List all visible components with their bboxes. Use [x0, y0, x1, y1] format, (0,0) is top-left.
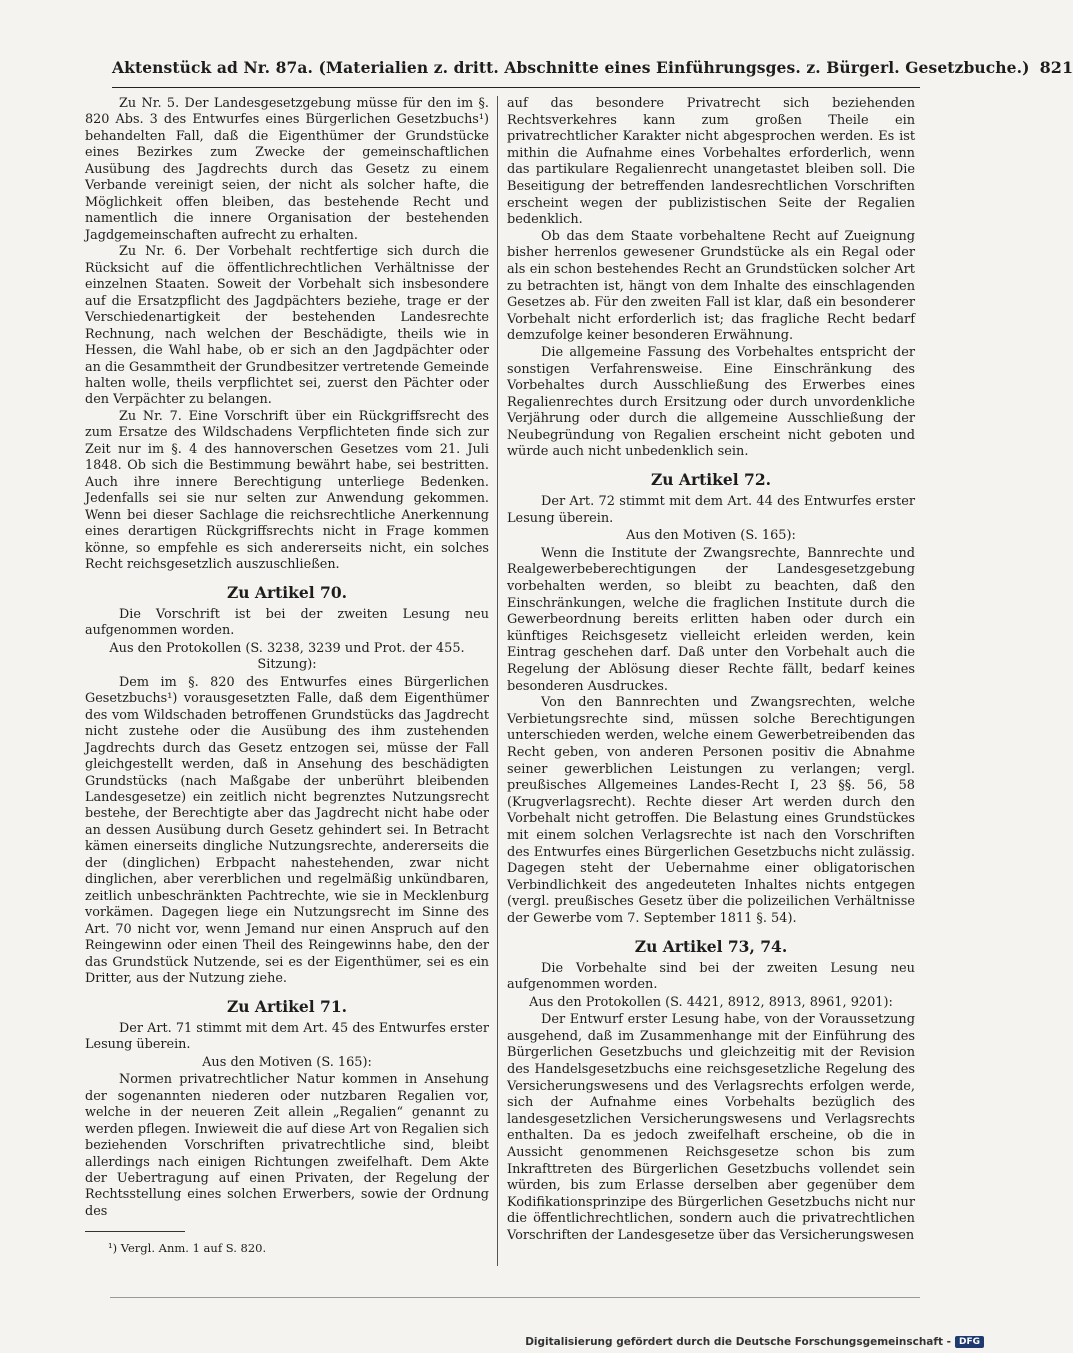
footnote: ¹) Vergl. Anm. 1 auf S. 820.: [108, 1241, 267, 1255]
paragraph-a72-bannrechte: Von den Bannrechten und Zwangsrechten, welche Verbietungsrechte sind, müssen solche Berechtigungen unterschieden werden, welche einem Gewerbetreibenden das Recht geben, von anderen Personen positiv die Abnahme seiner gewerblichen Leistungen zu verlangen; vergl. preußisches Allgemeines Landes-Recht I, 23 §§. 56, 58 (Krugverlagsrecht). Rechte dieser Art werden durch den Vorbehalt nicht getroffen. Die Belastung eines Grundstückes mit einem solchen Verlagsrechte ist nach den Vorschriften des Entwurfes eines Bürgerlichen Gesetzbuchs nicht zulässig. Dagegen steht der Uebernahme einer obligatorischen Verbindlichkeit des angedeuteten Inhaltes nichts entgegen (vergl. preußisches Gesetz über die polizeilichen Verhältnisse der Gewerbe vom 7. September 1811 §. 54).: [507, 695, 915, 926]
paragraph-a7374-intro: Die Vorbehalte sind bei der zweiten Lesung neu aufgenommen worden.: [507, 960, 915, 993]
left-column: [85, 96, 489, 1220]
source-a7374-protokolle: Aus den Protokollen (S. 4421, 8912, 8913, 8961, 9201):: [529, 994, 893, 1010]
heading-artikel-70: Zu Artikel 70.: [226, 582, 348, 602]
page-number: 821: [1039, 58, 1073, 77]
column-divider: [497, 96, 498, 1266]
digitization-credit: [525, 1336, 984, 1348]
paragraph-a7374-body: Der Entwurf erster Lesung habe, von der Voraussetzung ausgehend, daß im Zusammenhange mit der Einführung des Bürgerlichen Gesetzbuchs und gleichzeitig mit der Revision des Handelsgesetzbuchs eine reichsgesetzliche Regelung des Versicherungswesens und des Verlagsrechts erfolgen werde, sich der Aufnahme eines Vorbehalts bezüglich des landesgesetzlichen Versicherungswesens und Verlagsrechts enthalten. Da es jedoch zweifelhaft erscheine, ob die in Aussicht genommenen Reichsgesetze schon bis zum Inkrafttreten des Bürgerlichen Gesetzbuchs vollendet sein würden, bis zum Erlasse derselben aber gegenüber dem Kodifikationsprinzipe des Bürgerlichen Gesetzbuchs nicht nur die öffentlichrechtlichen, sondern auch die privatrechtlichen Vorschriften der Landesgesetze über das Versicherungswesen: [507, 1012, 915, 1243]
bottom-rule: [110, 1297, 920, 1298]
paragraph-a71-zueignung: Ob das dem Staate vorbehaltene Recht auf Zueignung bisher herrenlos gewesener Grundstücke als ein Regal oder als ein schon bestehendes Recht an Grundstücken solcher Art zu betrachten ist, hängt von dem Inhalte des einschlagenden Gesetzes ab. Für den zweiten Fall ist klar, daß ein besonderer Vorbehalt nicht erforderlich ist; das fragliche Recht bedarf demzufolge keiner besonderen Erwähnung.: [507, 228, 915, 344]
header-rule: [112, 87, 920, 88]
paragraph-a72-intro: Der Art. 72 stimmt mit dem Art. 44 des Entwurfes erster Lesung überein.: [507, 494, 915, 526]
heading-artikel-71: Zu Artikel 71.: [226, 996, 348, 1016]
paragraph-a71-continued: auf das besondere Privatrecht sich beziehenden Rechtsverkehres kann zum großen Theile ein privatrechtlicher Karakter nicht abgesprochen werden. Es ist mithin die Aufnahme eines Vorbehaltes erforderlich, wenn das partikulare Regalienrecht unangetastet bleiben soll. Die Beseitigung der betreffenden landesrechtlichen Vorschriften erscheint wegen der publizistischen Seite der Regalien bedenklich.: [507, 96, 915, 228]
heading-artikel-73-74: Zu Artikel 73, 74.: [634, 936, 788, 956]
paragraph-a70-intro: Die Vorschrift ist bei der zweiten Lesung neu aufgenommen worden.: [85, 606, 489, 639]
paragraph-nr5: Zu Nr. 5. Der Landesgesetzgebung müsse für den im §. 820 Abs. 3 des Entwurfes eines Bürgerlichen Gesetzbuchs¹) behandelten Fall, daß die Eigenthümer der Grundstücke eines Bezirkes zum Zwecke der gemeinschaftlichen Ausübung des Jagdrechts durch das Gesetz zu einem Verbande vereinigt seien, der nicht als solcher hafte, die Möglichkeit offen bleiben, das bestehende Recht und namentlich die innere Organisation der bestehenden Jagdgemeinschaften aufrecht zu erhalten.: [85, 96, 489, 243]
dfg-logo: DFG: [955, 1336, 984, 1348]
paragraph-a72-body: Wenn die Institute der Zwangsrechte, Bannrechte und Realgewerbeberechtigungen der Landesgesetzgebung vorbehalten werden, so bleibt zu beachten, daß den Einschränkungen, welche die fraglichen Institute durch die Gewerbeordnung bereits erlitten haben oder durch ein künftiges Reichsgesetz vielleicht erleiden werden, kein Eintrag geschehen darf. Daß unter den Vorbehalt auch die Regelung der Ablösung dieser Rechte fällt, bedarf keines besonderen Ausdruckes.: [507, 545, 915, 694]
paragraph-a70-body: Dem im §. 820 des Entwurfes eines Bürgerlichen Gesetzbuchs¹) vorausgesetzten Falle, daß dem Eigenthümer des vom Wildschaden betroffenen Grundstücks das Jagdrecht nicht zustehe oder die Ausübung des ihm zustehenden Jagdrechts durch das Gesetz entzogen sei, müsse der Fall gleichgestellt werden, daß in Ansehung des beschädigten Grundstücks (nach Maßgabe der unberührt bleibenden Landesgesetze) ein zeitlich nicht begrenztes Nutzungsrecht bestehe, der Berechtigte aber das Jagdrecht nicht habe oder an dessen Ausübung durch Gesetz gehindert sei. In Betracht kämen einerseits dingliche Nutzungsrechte, andererseits die der (dinglichen) Erbpacht nahestehenden, zwar nicht dinglichen, aber vererblichen und regelmäßig unkündbaren, zeitlich unbeschränkten Pachtrechte, wie sie in Mecklenburg vorkämen. Dagegen liege ein Nutzungsrecht im Sinne des Art. 70 nicht vor, wenn Jemand nur einen Anspruch auf den Reingewinn oder einen Theil des Reingewinns habe, den der das Grundstück Nutzende, sei es der Eigenthümer, sei es ein Dritter, aus der Nutzung ziehe.: [85, 674, 489, 987]
source-a71-motive: Aus den Motiven (S. 165):: [202, 1054, 372, 1070]
source-a70-protokolle: Aus den Protokollen (S. 3238, 3239 und Prot. der 455. Sitzung):: [109, 640, 465, 673]
running-header: [112, 58, 1073, 86]
heading-artikel-72: Zu Artikel 72.: [650, 470, 772, 490]
paragraph-a71-intro: Der Art. 71 stimmt mit dem Art. 45 des Entwurfes erster Lesung überein.: [85, 1020, 489, 1053]
right-column: [507, 96, 915, 1245]
source-a72-motive: Aus den Motiven (S. 165):: [626, 528, 796, 544]
credit-text: Digitalisierung gefördert durch die Deutsche Forschungsgemeinschaft -: [525, 1336, 951, 1348]
paragraph-a71-body: Normen privatrechtlicher Natur kommen in Ansehung der sogenannten niederen oder nutzbaren Regalien vor, welche in der neueren Zeit allein „Regalien“ genannt zu werden pflegen. Inwieweit die auf diese Art von Regalien sich beziehenden Vorschriften privatrechtliche sind, bleibt allerdings nach einigen Richtungen zweifelhaft. Dem Akte der Uebertragung auf einen Privaten, der Regelung der Rechtsstellung eines solchen Erwerbers, sowie der Ordnung des: [85, 1072, 489, 1219]
header-title: Aktenstück ad Nr. 87a. (Materialien z. dritt. Abschnitte eines Einführungsges. z. Bürgerl. Gesetzbuche.): [112, 58, 1030, 77]
paragraph-nr6: Zu Nr. 6. Der Vorbehalt rechtfertige sich durch die Rücksicht auf die öffentlichrechtlichen Verhältnisse der einzelnen Staaten. Soweit der Vorbehalt sich insbesondere auf die Ersatzpflicht des Jagdpächters beziehe, trage er der Verschiedenartigkeit der bestehenden Landesrechte Rechnung, nach welchen der Beschädigte, theils wie in Hessen, die Wahl habe, ob er sich an den Jagdpächter oder an die Gesammtheit der Grundbesitzer vertretende Gemeinde halten wolle, theils verpflichtet sei, zuerst den Pächter oder den Verpächter zu belangen.: [85, 244, 489, 408]
footnote-rule: [85, 1231, 185, 1232]
paragraph-a71-fassung: Die allgemeine Fassung des Vorbehaltes entspricht der sonstigen Verfahrensweise. Eine Einschränkung des Vorbehaltes durch Ausschließung des Erwerbes eines Regalienrechtes durch Ersitzung oder durch unvordenkliche Verjährung oder durch die allgemeine Ausschließung der Neubegründung von Regalien erscheint nicht geboten und würde auch nicht unbedenklich sein.: [507, 344, 915, 460]
paragraph-nr7: Zu Nr. 7. Eine Vorschrift über ein Rückgriffsrecht des zum Ersatze des Wildschadens Verpflichteten finde sich zur Zeit nur im §. 4 des hannoverschen Gesetzes vom 21. Juli 1848. Ob sich die Bestimmung bewährt habe, sei bestritten. Auch ihre innere Berechtigung unterliege Bedenken. Jedenfalls sei sie nur selten zur Anwendung gekommen. Wenn bei dieser Sachlage die reichsrechtliche Anerkennung eines derartigen Rückgriffsrechts nicht in Frage kommen könne, so empfehle es sich andererseits nicht, ein solches Recht reichsgesetzlich auszuschließen.: [85, 408, 489, 573]
